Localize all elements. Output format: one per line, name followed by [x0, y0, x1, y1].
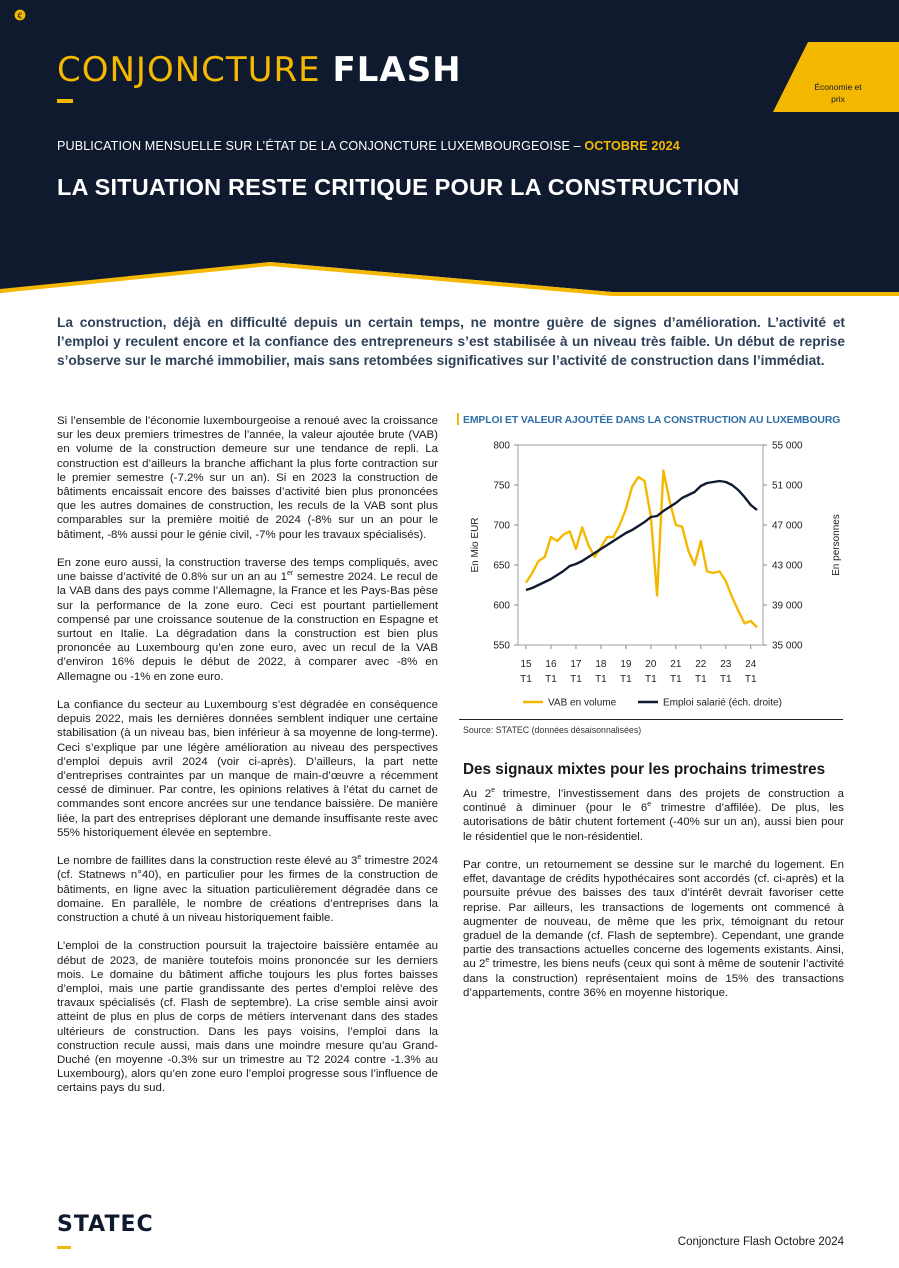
x-tick-label-quarter: T1	[694, 674, 707, 685]
chart-title: EMPLOI ET VALEUR AJOUTÉE DANS LA CONSTRUCTION AU LUXEMBOURG	[463, 415, 841, 426]
y-tick-label-left: 700	[493, 520, 510, 532]
category-badge-label: Économie et prix	[814, 82, 862, 104]
x-tick-label-quarter: T1	[570, 674, 582, 685]
y-tick-label-left: 750	[493, 480, 510, 492]
x-tick-label-year: 23	[720, 659, 732, 670]
page-header	[0, 0, 899, 300]
brand-part-2: FLASH	[332, 50, 462, 90]
section-heading: Des signaux mixtes pour les prochains trimestres	[463, 761, 826, 778]
publication-subtitle	[57, 139, 680, 153]
x-tick-label-year: 19	[620, 659, 632, 670]
x-tick-label-quarter: T1	[620, 674, 632, 685]
y-tick-label-left: 550	[493, 640, 510, 652]
x-tick-label-quarter: T1	[744, 674, 757, 685]
statec-logo: STATEC	[57, 1212, 154, 1237]
footer-text: Conjoncture Flash Octobre 2024	[677, 1236, 844, 1248]
right-column	[463, 787, 844, 1014]
chart-source: Source: STATEC (données désaisonnalisées)	[463, 725, 642, 735]
y-axis-label-left: En Mio EUR	[470, 517, 481, 573]
x-tick-label-year: 20	[645, 659, 657, 670]
x-tick-label-year: 15	[520, 659, 532, 670]
left-column	[57, 414, 438, 1110]
body-paragraph: En zone euro aussi, la construction traverse des temps compliqués, avec une baisse d’activité de 0.8% sur un an au 1er semestre 2024. Le recul de la VAB dans des pays comme l’Allemagne, la France et les Pays-Bas pèse sur la performance de la zone euro. Ceci est pourtant partiellement compensé par une croissance soutenue de la construction en Espagne et surtout en Italie. La dégradation dans la construction est bien plus prononcée au Luxembourg qu’en zone euro, avec un recul de la VAB d’environ 16% depuis le début de 2022, à comparer avec -8% en Allemagne ou -1% en zone euro.	[57, 557, 438, 683]
body-paragraph: Par contre, un retournement se dessine sur le marché du logement. En effet, davantage de crédits hypothécaires sont accordés (cf. ci-après) et la poursuite prévue des baisses des taux d’intérêt devrait favoriser cette reprise. Par ailleurs, les transactions de logements ont commencé à augmenter de nouveau, de même que les prix, témoignant du retour graduel de la demande (cf. Flash de septembre). Cependant, une grande partie des transactions actuelles concerne des logements existants. Ainsi, au 2e trimestre, les biens neufs (ceux qui sont à même de soutenir l’activité dans la construction) représentaient moins de 15% des transactions d’appartements, contre 36% en moyenne historique.	[463, 859, 844, 999]
legend-label-emploi: Emploi salarié (éch. droite)	[663, 697, 782, 709]
series-line-vab	[526, 471, 757, 628]
x-tick-label-quarter: T1	[595, 674, 607, 685]
x-tick-label-year: 21	[670, 659, 682, 670]
subtitle-date: OCTOBRE 2024	[584, 139, 680, 153]
chart-divider	[459, 719, 843, 720]
x-tick-label-year: 22	[695, 659, 707, 670]
plot-frame	[518, 445, 763, 645]
y-tick-label-right: 35 000	[772, 640, 803, 652]
body-paragraph: Si l’ensemble de l’économie luxembourgeoise a renoué avec la croissance sur les deux premiers trimestres de l’année, la valeur ajoutée brute (VAB) en volume de la construction demeure sur une tendance de repli. La construction est d’ailleurs la branche affichant la plus forte contraction sur le premier semestre (-7.2% sur un an). Si en 2023 la construction de bâtiments encaissait encore des baisses d’activité bien plus prononcées que les autres domaines de construction, les reculs de la VAB sont plus comparables sur la première moitié de 2024 (-8% sur un an pour le bâtiment, -8% aussi pour le génie civil, -7% pour les travaux spécialisés).	[57, 415, 438, 541]
x-tick-label-quarter: T1	[645, 674, 657, 685]
economy-prices-icon	[0, 0, 30, 24]
svg-text:€: €	[17, 11, 23, 21]
x-tick-label-year: 17	[570, 659, 582, 670]
y-tick-label-right: 39 000	[772, 600, 803, 612]
y-axis-label-right: En personnes	[831, 514, 842, 576]
y-tick-label-right: 55 000	[772, 440, 803, 452]
body-paragraph: La confiance du secteur au Luxembourg s’est dégradée en conséquence depuis 2022, mais les dernières données semblent indiquer une certaine stabilisation (à un niveau bas, bien inférieur à sa moyenne de long-terme). Ceci s’explique par une légère amélioration au niveau des perspectives d’emploi depuis avril 2024 (voir ci-après). D’ailleurs, la part nette d’entreprises contraintes par un manque de main-d’œuvre a récemment cessé de diminuer. Par contre, les opinions relatives à l’état du carnet de commandes sont encore ancrées sur une tendance baissière. De manière liée, la part des entreprises déplorant une demande insuffisante reste avec 55% historiquement élevée en septembre.	[57, 699, 438, 839]
x-tick-label-quarter: T1	[670, 674, 682, 685]
x-tick-label-year: 16	[545, 659, 557, 670]
y-tick-label-left: 600	[493, 600, 510, 612]
x-tick-label-year: 18	[595, 659, 607, 670]
line-chart	[458, 432, 848, 717]
page-title: LA SITUATION RESTE CRITIQUE POUR LA CONSTRUCTION	[57, 174, 740, 200]
brand-logo	[57, 50, 462, 90]
legend-label-vab: VAB en volume	[548, 697, 617, 709]
x-tick-label-year: 24	[745, 659, 757, 670]
y-tick-label-right: 47 000	[772, 520, 803, 532]
body-paragraph: Le nombre de faillites dans la construction reste élevé au 3e trimestre 2024 (cf. Statnews n°40), en particulier pour les firmes de la construction de bâtiments, en ligne avec la situation particulièrement dégradée dans ce domaine. En parallèle, le nombre de créations d’entreprises dans la construction a chuté à un niveau historiquement faible.	[57, 854, 438, 925]
y-tick-label-left: 800	[493, 440, 510, 452]
y-tick-label-left: 650	[493, 560, 510, 572]
x-tick-label-quarter: T1	[520, 674, 532, 685]
x-tick-label-quarter: T1	[719, 674, 732, 685]
lead-paragraph: La construction, déjà en difficulté depuis un certain temps, ne montre guère de signes d’amélioration. L’activité et l’emploi y reculent encore et la confiance des entrepreneurs s’est stabilisée à un niveau très faible. Un début de reprise s’observe sur le marché immobilier, mais sans retombées significatives sur l’activité de construction dans l’immédiat.	[57, 315, 845, 368]
x-tick-label-quarter: T1	[545, 674, 557, 685]
statec-logo-bar	[57, 1246, 71, 1249]
body-paragraph: L’emploi de la construction poursuit la trajectoire baissière entamée au début de 2023, de manière toutefois moins prononcée sur les derniers mois. Le domaine du bâtiment affiche toujours les plus fortes baisses d’emploi, mais une partie grandissante des pertes d’emploi relève des travaux spécialisés (cf. Flash de septembre). La crise semble ainsi avoir atteint de plus en plus de corps de métiers intervenant dans des stades ultérieurs de construction. Dans les pays voisins, l’emploi dans la construction recule aussi, mais dans une moindre mesure qu’au Grand-Duché (en moyenne -0.3% sur un trimestre au T2 2024 contre -1.3% au Luxembourg), alors qu’en zone euro l’emploi progresse sous l’influence de certains pays du sud.	[57, 940, 438, 1095]
y-tick-label-right: 43 000	[772, 560, 803, 572]
subtitle-text: PUBLICATION MENSUELLE SUR L’ÉTAT DE LA CONJONCTURE LUXEMBOURGEOISE –	[57, 139, 581, 153]
y-tick-label-right: 51 000	[772, 480, 803, 492]
brand-underline	[57, 99, 73, 103]
brand-part-1: CONJONCTURE	[57, 50, 321, 90]
body-paragraph: Au 2e trimestre, l’investissement dans des projets de construction a continué à diminuer (pour le 6e trimestre d’affilée). De plus, les autorisations de bâtir chutent fortement (-40% sur un an), aussi bien pour le résidentiel que le non-résidentiel.	[463, 787, 844, 843]
